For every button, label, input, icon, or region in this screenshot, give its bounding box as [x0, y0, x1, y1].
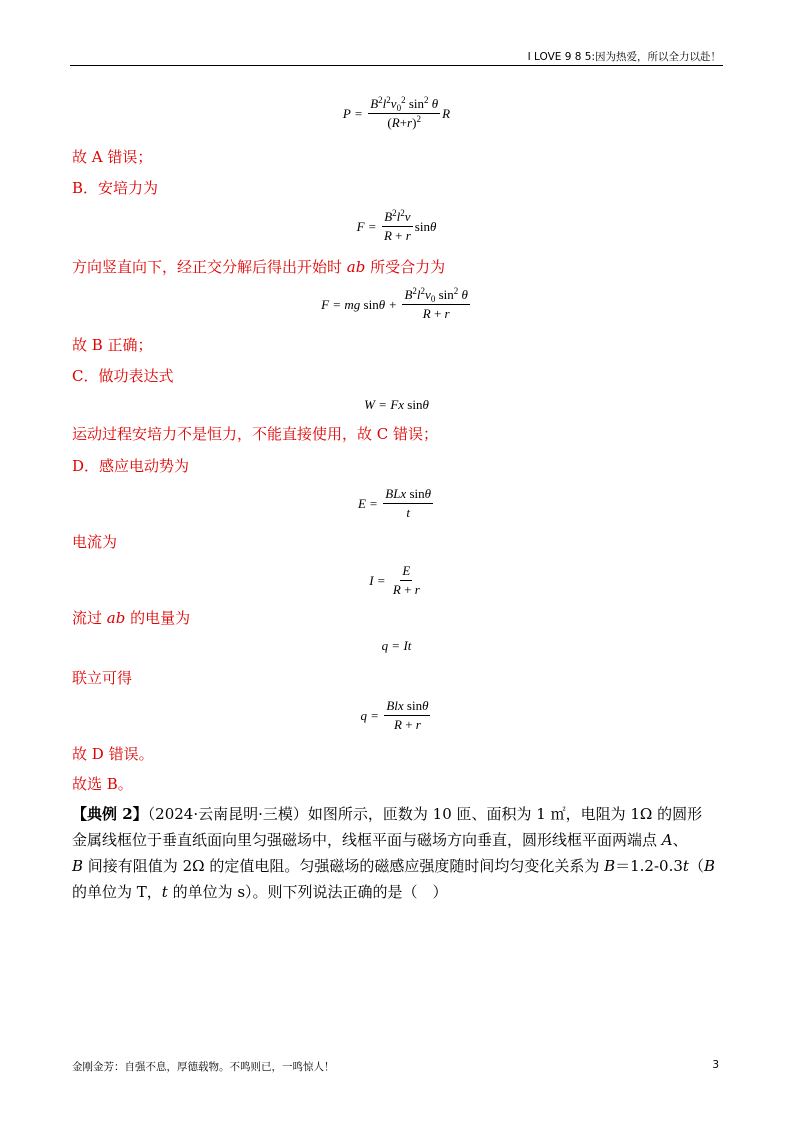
equation-charge-result: q = $\frac{\text{Blx sinθ}}{R + r}$: [360, 698, 429, 732]
example-2-question: 【典例 2】（2024·云南昆明·三模）如图所示，匝数为 10 匝、面积为 1 ㎡，电阻为 1Ω 的圆形 金属线框位于垂直纸面向里匀强磁场中，线框平面与磁场方向垂直，圆形线框平面两端点 A、 B 间接有阻值为 2Ω 的定值电阻。匀强磁场的磁感应强度随时间均匀变化关系为 B＝1.2-0.3t（B 的单位为 T，t 的单位为 s）。则下列说法正确的是（ ）: [72, 805, 715, 901]
equation-current: I = $\frac{E}{R + r}$: [369, 563, 420, 597]
equation-charge: q = It: [381, 638, 412, 653]
text-a-wrong: 故 A 错误；: [72, 148, 153, 166]
text-b-label: B．安培力为: [72, 179, 159, 197]
example-source: （2024·云南昆明·三模）: [147, 805, 308, 823]
equation-power: P = $\frac{B^2l^2v_0^2 \sin^2 \theta}{(R+r)^2}$ R: [342, 95, 451, 130]
page-number: 3: [712, 1059, 719, 1071]
text-b-direction: 方向竖直向下，经正交分解后得出开始时 ab 所受合力为: [72, 258, 446, 276]
text-b-right: 故 B 正确；: [72, 336, 153, 354]
header-divider: [70, 65, 723, 66]
example-tag: 【典例 2】: [72, 805, 148, 823]
text-current: 电流为: [72, 533, 118, 551]
equation-emf: E = $\frac{\text{BLx sinθ}}{t}$: [357, 486, 432, 520]
equation-net-force: F = mg sin θ + $\frac{B^2l^2v_0 \sin^2 \theta}{R + r}$: [321, 286, 468, 321]
text-c-note: 运动过程安培力不是恒力，不能直接使用，故 C 错误；: [72, 425, 439, 443]
text-combine: 联立可得: [72, 669, 133, 687]
text-choose: 故选 B。: [72, 775, 133, 793]
text-c-label: C．做功表达式: [72, 367, 174, 385]
page-header: I LOVE 9 8 5:因为热爱，所以全力以赴！: [527, 51, 721, 63]
text-d-label: D．感应电动势为: [72, 457, 190, 475]
text-charge: 流过 ab 的电量为: [72, 609, 191, 627]
equation-work: W = Fx sin θ: [364, 397, 429, 412]
equation-ampere-force: F = $\frac{B^2l^2v}{R + r}$ sin θ: [356, 208, 437, 243]
text-d-wrong: 故 D 错误。: [72, 745, 154, 763]
footer-motto: 金刚金芳：自强不息，厚德载物。不鸣则已，一鸣惊人！: [72, 1061, 335, 1073]
